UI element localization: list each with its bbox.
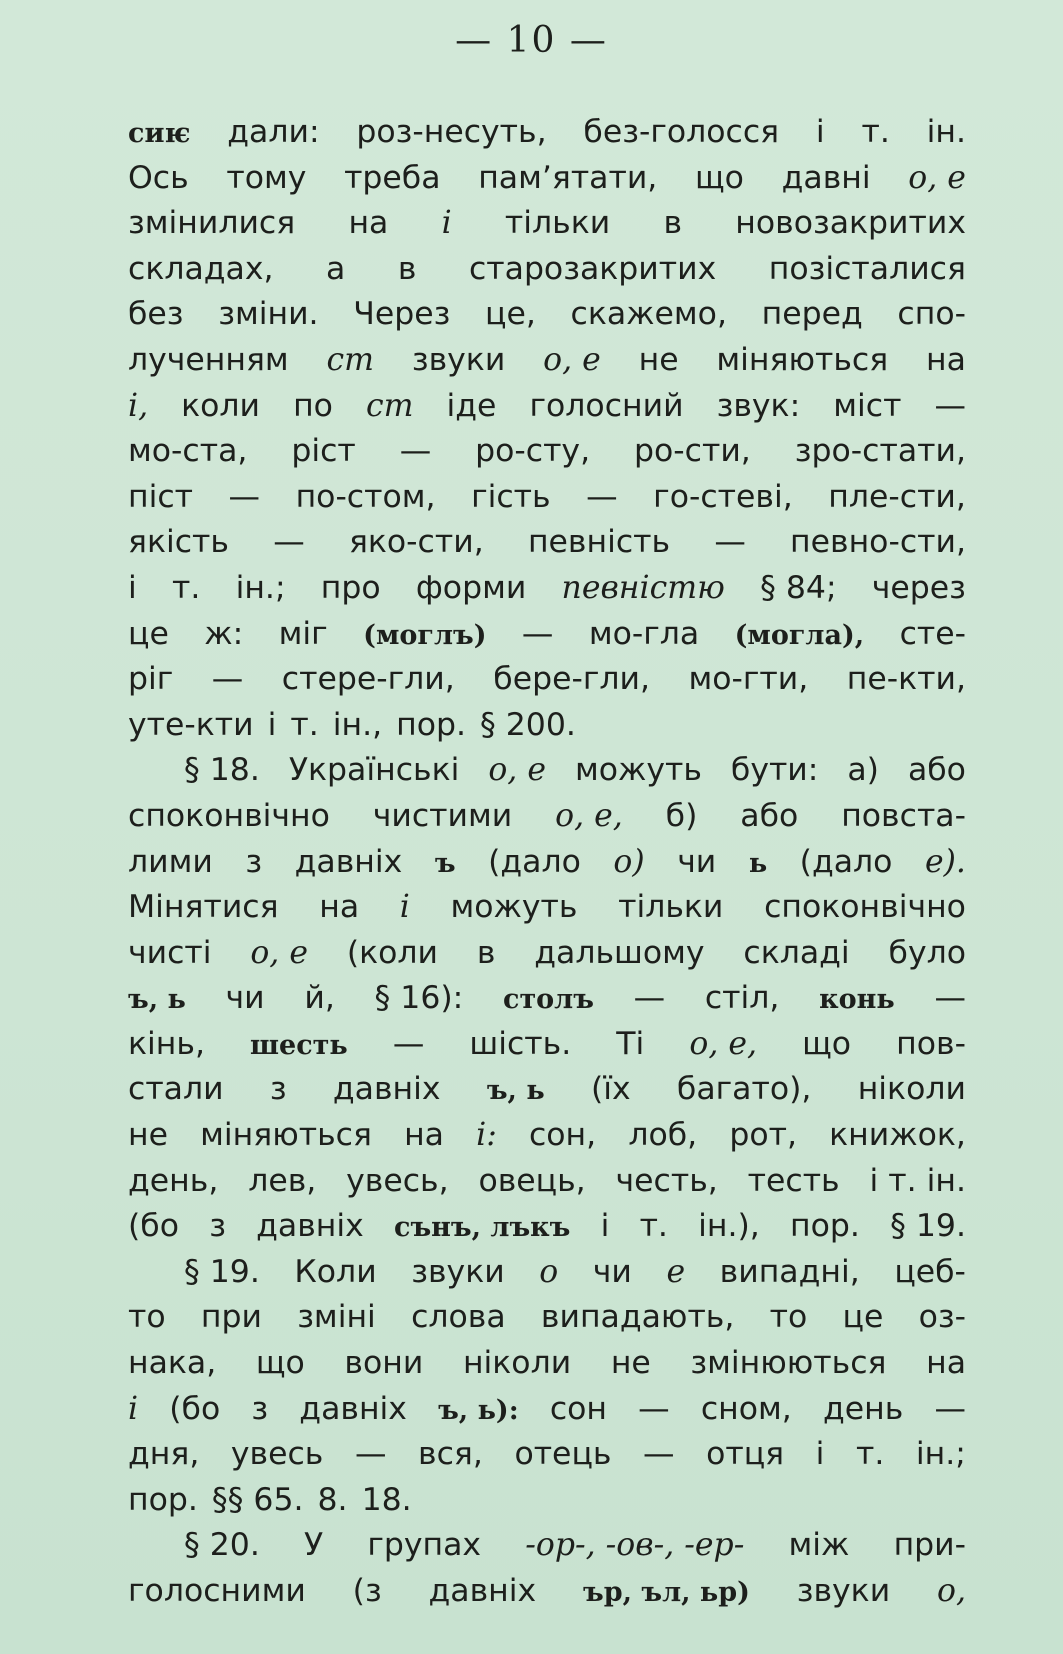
word: Мінятися [128, 889, 279, 926]
text-line [128, 1159, 966, 1205]
text-line [128, 1295, 966, 1341]
word: § 18. [184, 752, 260, 789]
text-line [128, 1067, 966, 1113]
word: що [802, 1025, 852, 1062]
word: день [822, 1390, 904, 1427]
word: — [273, 524, 305, 561]
word: і [815, 114, 825, 150]
word: (їх [590, 1071, 631, 1108]
text-line [128, 1523, 966, 1569]
text-line [128, 384, 966, 430]
italic-word: о, [937, 1573, 966, 1609]
word: спо- [897, 296, 966, 333]
word: честь, [615, 1162, 718, 1199]
word: § 84; [760, 569, 837, 606]
word: ін.; [235, 569, 286, 606]
word: змінюються [690, 1345, 887, 1382]
text-line [128, 156, 966, 202]
italic-word: і [399, 889, 410, 926]
word: на [926, 1345, 966, 1382]
word: пов- [896, 1025, 966, 1062]
italic-word: ст [326, 341, 375, 378]
word: пам’ятати, [478, 159, 658, 196]
word: тільки [618, 889, 724, 926]
word: складах, [128, 250, 274, 287]
word: і [128, 569, 137, 606]
word: дня, [128, 1436, 200, 1473]
word: то [128, 1299, 166, 1336]
word: через [871, 569, 966, 606]
word: уте-кти [128, 706, 254, 743]
word: тільки [504, 205, 611, 242]
old-script-word: конь [819, 984, 895, 1016]
word: стере-гли, [281, 661, 455, 698]
old-script-word: ъ, ь [486, 1075, 545, 1107]
italic-word: о, е [250, 934, 308, 971]
word: §§ 65. [211, 1481, 304, 1518]
text-line [128, 1432, 966, 1478]
word: треба [344, 159, 441, 196]
text-line [128, 1204, 966, 1250]
old-script-word: ър, ъл, ьр) [582, 1577, 750, 1608]
word: при- [893, 1527, 966, 1564]
word: повста- [841, 797, 966, 834]
word: — [714, 524, 746, 561]
word: на [926, 341, 966, 378]
page-number: — 10 — [455, 20, 608, 61]
word: ж: [204, 615, 244, 652]
word: гість [471, 478, 551, 515]
word: скажемо, [570, 296, 727, 333]
text-line [128, 885, 966, 931]
word: — [228, 478, 261, 515]
word: змінилися [128, 205, 296, 242]
word: го-стеві, [653, 478, 793, 515]
italic-word: і [441, 205, 452, 242]
text-line [128, 429, 966, 475]
word: на [319, 889, 360, 926]
old-script-word: ь [748, 847, 768, 879]
word: (коли [346, 934, 439, 971]
text-line [128, 1113, 966, 1159]
word: т. [855, 1436, 885, 1473]
word: зміни. [218, 296, 319, 333]
word: — [586, 478, 618, 515]
text-line [128, 840, 966, 886]
text-line [128, 976, 966, 1022]
word: ін.; [915, 1436, 966, 1473]
word: (бо [169, 1390, 221, 1427]
word: що [695, 159, 744, 196]
body-text [128, 110, 966, 1615]
word: увесь, [346, 1162, 449, 1199]
word: по-стом, [295, 478, 436, 515]
word: ріг [128, 661, 174, 698]
word: міст [833, 387, 902, 424]
word: шість. [469, 1025, 572, 1062]
word: чистими [372, 797, 513, 834]
text-line [128, 566, 966, 612]
word: § 200. [480, 706, 576, 743]
word: міг [278, 615, 328, 652]
word: — [934, 387, 966, 424]
word: між [788, 1527, 850, 1564]
word: тому [226, 159, 307, 196]
word: ін.), [698, 1208, 760, 1245]
word: сон, [528, 1117, 597, 1154]
word: з [251, 1390, 269, 1427]
word: роз-несуть, [356, 114, 547, 150]
word: кінь, [128, 1025, 205, 1062]
word: або [740, 797, 799, 834]
word: ніколи [462, 1345, 572, 1382]
word: ін. [926, 114, 966, 150]
word: лоб, [628, 1117, 698, 1154]
word: тесть [747, 1162, 840, 1199]
word: лими [128, 843, 213, 880]
text-line [128, 657, 966, 703]
word: можуть [450, 889, 578, 926]
word: голосними [128, 1573, 306, 1609]
word: цеб- [894, 1253, 966, 1290]
old-script-word: (моглъ) [363, 619, 487, 651]
word: певність [527, 524, 671, 561]
word: рот, [729, 1117, 797, 1154]
word: давніх [428, 1573, 537, 1609]
text-line [128, 247, 966, 293]
text-line [128, 110, 966, 156]
italic-word: певністю [561, 569, 725, 606]
italic-word: -ор-, -ов-, -ер- [525, 1527, 745, 1564]
text-line [128, 1387, 966, 1433]
word: позісталися [768, 250, 966, 287]
word: і т. ін. [869, 1162, 966, 1199]
word: якість [128, 524, 229, 561]
word: випадні, [719, 1253, 860, 1290]
word: бути: [730, 752, 819, 789]
word: сном, [700, 1390, 792, 1427]
word: новозакритих [735, 205, 966, 242]
word: споконвічно [128, 797, 330, 834]
word: Коли [294, 1253, 377, 1290]
word: без [128, 296, 184, 333]
word: не [610, 1345, 651, 1382]
italic-word: о, е [488, 752, 546, 789]
word: з [245, 843, 263, 880]
word: коли [181, 387, 261, 424]
word: піст [128, 478, 194, 515]
word: і [267, 706, 277, 743]
text-line [128, 1569, 966, 1615]
word: отця [706, 1436, 785, 1473]
word: (дало [799, 843, 893, 880]
word: перед [761, 296, 863, 333]
word: отець [514, 1436, 612, 1473]
text-line [128, 794, 966, 840]
word: § 19. [184, 1253, 260, 1290]
word: Ті [616, 1025, 645, 1062]
old-script-word: сънъ, лъкъ [394, 1212, 571, 1244]
word: чи [592, 1253, 632, 1290]
word: було [888, 934, 966, 971]
word: певно-сти, [790, 524, 966, 561]
word: багато), [676, 1071, 812, 1108]
word: — [638, 1390, 670, 1427]
old-script-word: ъ, ь): [438, 1394, 519, 1426]
word: звуки [411, 341, 506, 378]
word: давніх [299, 1390, 407, 1427]
word: про [320, 569, 381, 606]
italic-word: і, [128, 387, 149, 424]
word: бере-гли, [493, 661, 650, 698]
word: овець, [478, 1162, 586, 1199]
word: Через [353, 296, 451, 333]
word: давніх [332, 1071, 441, 1108]
word: що [255, 1345, 305, 1382]
italic-word: і: [476, 1117, 497, 1154]
word: Ось [128, 159, 189, 196]
word: ін., [332, 706, 383, 743]
word: і [600, 1208, 610, 1245]
word: увесь [230, 1436, 324, 1473]
word: міняються [716, 341, 889, 378]
word: іде [446, 387, 497, 424]
word: в [476, 934, 496, 971]
word: пор. [128, 1481, 198, 1518]
word: день, [128, 1162, 219, 1199]
word: т. [171, 569, 201, 606]
word: це, [485, 296, 536, 333]
italic-word: о) [613, 843, 645, 880]
word: зро-стати, [794, 433, 966, 470]
word: лев, [248, 1162, 317, 1199]
old-script-word: сиѥ [128, 118, 191, 149]
word: мо-ста, [128, 433, 248, 470]
word: пор. [790, 1208, 860, 1245]
text-line [128, 612, 966, 658]
word: міняються [200, 1117, 372, 1154]
word: б) [665, 797, 698, 834]
word: т. [290, 706, 319, 743]
text-line [128, 1022, 966, 1068]
word: на [404, 1117, 444, 1154]
word: т. [639, 1208, 668, 1245]
word: складі [743, 934, 850, 971]
word: (бо [128, 1208, 179, 1245]
word: по [293, 387, 333, 424]
word: то [769, 1299, 808, 1336]
word: або [907, 752, 966, 789]
word: давніх [294, 843, 403, 880]
word: при [200, 1299, 262, 1336]
word: стіл, [704, 980, 780, 1017]
italic-word: е). [924, 843, 966, 880]
text-line [128, 748, 966, 794]
word: в [663, 205, 683, 242]
word: на [348, 205, 389, 242]
word: це [128, 615, 169, 652]
word: випадають, [540, 1299, 735, 1336]
word: ро-сту, [475, 433, 591, 470]
word: не [128, 1117, 168, 1154]
text-line [128, 201, 966, 247]
italic-word: і [128, 1390, 139, 1427]
text-line [128, 931, 966, 977]
word: без-голосся [583, 114, 780, 150]
word: У [304, 1527, 324, 1564]
old-script-word: столъ [503, 984, 594, 1016]
word: і [815, 1436, 825, 1473]
word: — [934, 1390, 966, 1427]
word: дальшому [534, 934, 705, 971]
word: (дало [488, 843, 581, 880]
word: а) [847, 752, 879, 789]
word: звук: [716, 387, 801, 424]
old-script-word: ъ, ь [128, 984, 186, 1016]
italic-word: о, е [543, 341, 601, 378]
word: — [211, 661, 244, 698]
word: сте- [899, 615, 966, 652]
italic-word: е [666, 1253, 686, 1290]
word: оз- [918, 1299, 966, 1336]
word: (з [352, 1573, 382, 1609]
word: вони [344, 1345, 424, 1382]
word: можуть [574, 752, 702, 789]
italic-word: ст [365, 387, 414, 424]
word: з [209, 1208, 226, 1245]
word: слова [411, 1299, 506, 1336]
word: в [397, 250, 417, 287]
word: 8. [317, 1481, 348, 1518]
word: пле-сти, [828, 478, 966, 515]
word: ніколи [857, 1071, 966, 1108]
word: звуки [796, 1573, 891, 1609]
text-line [128, 338, 966, 384]
word: чи [677, 843, 717, 880]
word: — [392, 1025, 425, 1062]
word: 18. [361, 1481, 412, 1518]
old-script-word: шесть [250, 1029, 348, 1061]
word: § 20. [184, 1527, 260, 1564]
word: а [326, 250, 346, 287]
word: форми [415, 569, 527, 606]
word: чисті [128, 934, 212, 971]
word: § 16): [374, 980, 464, 1017]
word: не [638, 341, 679, 378]
word: мо-гла [588, 615, 700, 652]
word: сон [549, 1390, 608, 1427]
word: це [842, 1299, 884, 1336]
text-line [128, 520, 966, 566]
word: — [934, 980, 966, 1017]
word: нака, [128, 1345, 217, 1382]
word: — [399, 433, 432, 470]
old-script-word: ъ [434, 847, 456, 879]
word: т. [861, 114, 890, 150]
word: давніх [256, 1208, 364, 1245]
word: — [633, 980, 666, 1017]
word: — [643, 1436, 675, 1473]
text-line [128, 475, 966, 521]
word: голосний [529, 387, 684, 424]
text-line [128, 292, 966, 338]
word: книжок, [829, 1117, 966, 1154]
word: споконвічно [764, 889, 966, 926]
word: стали [128, 1071, 224, 1108]
word: групах [367, 1527, 482, 1564]
word: пе-кти, [846, 661, 966, 698]
text-line [128, 1478, 966, 1524]
italic-word: о [539, 1253, 559, 1290]
word: чи [225, 980, 265, 1017]
word: § 19. [890, 1208, 966, 1245]
word: — [354, 1436, 387, 1473]
word: — [521, 615, 554, 652]
word: яко-сти, [348, 524, 484, 561]
text-line [128, 1341, 966, 1387]
word: звуки [411, 1253, 505, 1290]
word: давні [781, 159, 871, 196]
word: дали: [227, 114, 320, 150]
word: старозакритих [468, 250, 717, 287]
old-script-word: (могла), [734, 619, 865, 651]
text-line [128, 1250, 966, 1296]
italic-word: о, е [908, 159, 966, 196]
word: й, [304, 980, 335, 1017]
italic-word: о, е, [555, 797, 623, 834]
word: лученням [128, 341, 289, 378]
text-line [128, 703, 966, 749]
word: пор. [396, 706, 466, 743]
word: ро-сти, [634, 433, 751, 470]
word: зміні [297, 1299, 376, 1336]
italic-word: о, е, [689, 1025, 758, 1062]
word: ріст [291, 433, 356, 470]
word: мо-гти, [688, 661, 809, 698]
word: Українські [288, 752, 460, 789]
word: з [269, 1071, 287, 1108]
word: вся, [418, 1436, 483, 1473]
